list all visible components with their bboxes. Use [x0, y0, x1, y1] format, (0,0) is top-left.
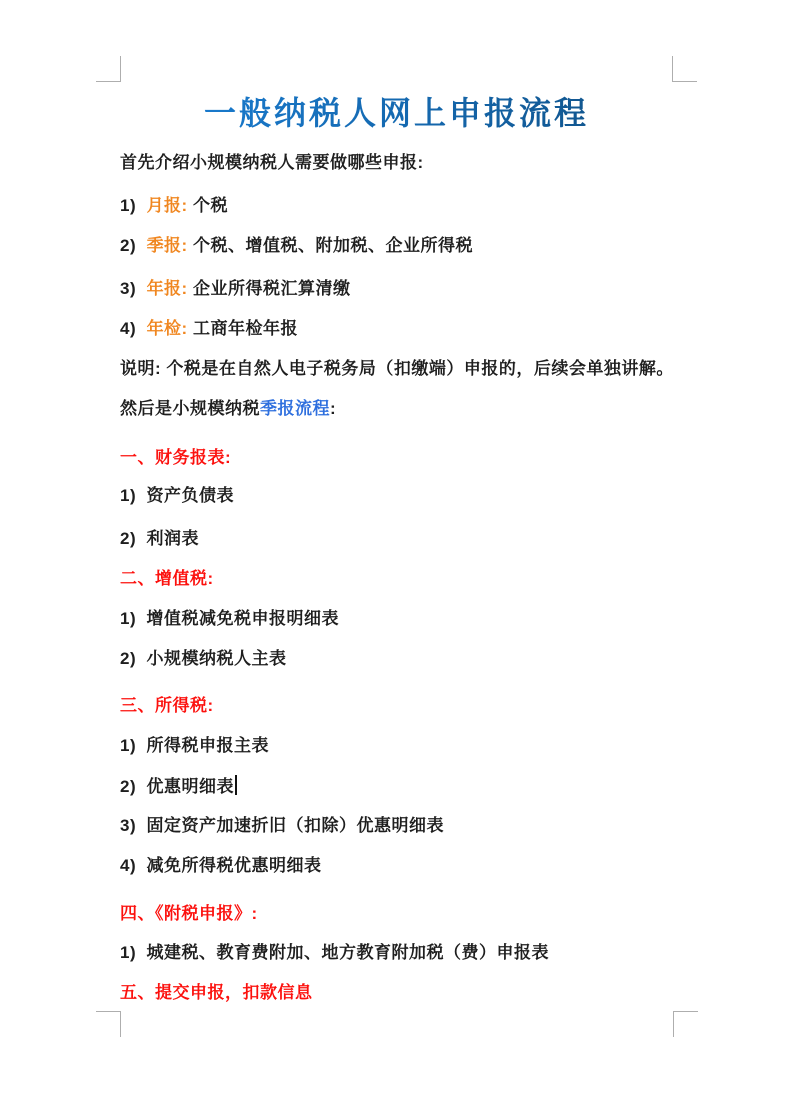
text-segment: 2): [120, 236, 147, 255]
text-segment: 四、《附税申报》:: [120, 904, 258, 923]
text-cursor: [235, 775, 237, 795]
text-segment: :: [330, 399, 337, 418]
margin-mark-top-left: [96, 56, 121, 82]
section-heading[interactable]: [120, 903, 258, 925]
document-title: 一般纳税人网上申报流程: [120, 88, 673, 134]
paragraph-line[interactable]: [120, 775, 237, 798]
paragraph-line[interactable]: [120, 235, 473, 257]
text-segment: 4): [120, 319, 147, 338]
text-segment: 工商年检年报: [192, 319, 298, 338]
paragraph-line[interactable]: [120, 608, 339, 630]
text-segment: 1) 增值税减免税申报明细表: [120, 609, 340, 628]
text-segment: 三、所得税:: [120, 696, 214, 715]
margin-mark-top-right: [672, 56, 697, 82]
paragraph-line[interactable]: [120, 648, 287, 670]
paragraph-line[interactable]: [120, 942, 549, 964]
section-heading[interactable]: [120, 695, 214, 717]
paragraph-line[interactable]: [120, 735, 269, 757]
text-segment: 3): [120, 279, 147, 298]
paragraph-line[interactable]: [120, 152, 424, 174]
text-segment: 4) 减免所得税优惠明细表: [120, 856, 322, 875]
text-segment: 一、财务报表:: [120, 448, 232, 467]
paragraph-line[interactable]: [120, 815, 444, 837]
text-segment: 1): [120, 196, 147, 215]
text-segment: 2) 利润表: [120, 529, 200, 548]
paragraph-line[interactable]: [120, 485, 234, 507]
text-segment: 2) 优惠明细表: [120, 777, 235, 796]
section-heading[interactable]: [120, 568, 214, 590]
paragraph-line[interactable]: [120, 398, 336, 420]
margin-mark-bottom-right: [673, 1011, 698, 1037]
text-segment: 1) 所得税申报主表: [120, 736, 270, 755]
section-heading[interactable]: [120, 982, 313, 1004]
text-segment: 首先介绍小规模纳税人需要做哪些申报:: [120, 153, 424, 172]
paragraph-line[interactable]: [120, 358, 674, 380]
paragraph-line[interactable]: [120, 195, 228, 217]
text-segment: 2) 小规模纳税人主表: [120, 649, 287, 668]
text-segment: 五、提交申报，扣款信息: [120, 983, 313, 1002]
paragraph-line[interactable]: [120, 278, 350, 300]
text-segment: 年报:: [146, 279, 193, 298]
text-segment: 1) 城建税、教育费附加、地方教育附加税（费）申报表: [120, 943, 550, 962]
paragraph-line[interactable]: [120, 528, 199, 550]
text-segment: 说明: 个税是在自然人电子税务局（扣缴端）申报的，后续会单独讲解。: [120, 359, 674, 378]
text-segment: 然后是小规模纳税: [120, 399, 260, 418]
section-heading[interactable]: [120, 447, 231, 469]
text-segment: 个税、增值税、附加税、企业所得税: [192, 236, 473, 255]
text-segment: 1) 资产负债表: [120, 486, 235, 505]
text-segment: 企业所得税汇算清缴: [192, 279, 351, 298]
text-segment: 3) 固定资产加速折旧（扣除）优惠明细表: [120, 816, 445, 835]
text-segment: 个税: [192, 196, 228, 215]
margin-mark-bottom-left: [96, 1011, 121, 1037]
text-segment: 二、增值税:: [120, 569, 214, 588]
text-segment: 季报:: [146, 236, 193, 255]
paragraph-line[interactable]: [120, 318, 298, 340]
text-segment: 年检:: [146, 319, 193, 338]
paragraph-line[interactable]: [120, 855, 322, 877]
text-segment: 月报:: [146, 196, 193, 215]
quarterly-process-link[interactable]: 季报流程: [260, 399, 330, 418]
